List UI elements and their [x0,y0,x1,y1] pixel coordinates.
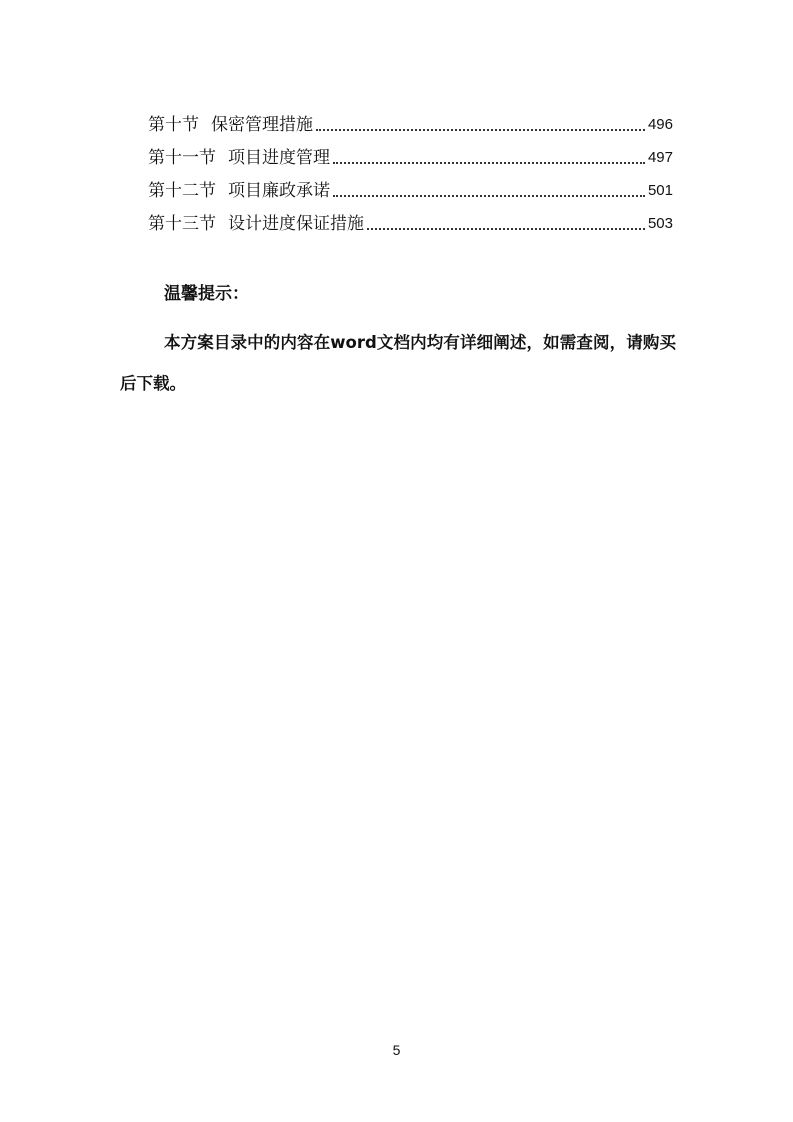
notice-heading: 温馨提示： [164,284,249,304]
toc-page-number: 497 [647,149,673,166]
toc-entry[interactable] [148,104,673,137]
toc-entry[interactable] [148,203,673,236]
toc-entry-title: 设计进度保证措施 [228,214,364,234]
toc-page-number: 501 [647,182,673,199]
toc-dot-leader [333,161,645,164]
toc-entry-title: 项目廉政承诺 [228,181,330,201]
toc-entry[interactable] [148,137,673,170]
toc-section-number: 第十三节 [148,214,216,234]
toc-section-number: 第十一节 [148,148,216,168]
notice-paragraph: 本方案目录中的内容在word文档内均有详细阐述，如需查阅，请购买后下载。 [120,333,676,393]
table-of-contents [148,104,673,236]
toc-entry-title: 保密管理措施 [211,115,313,135]
toc-dot-leader [367,227,645,230]
toc-page-number: 503 [647,215,673,232]
page-number: 5 [392,1042,401,1058]
toc-section-number: 第十二节 [148,181,216,201]
toc-entry-title: 项目进度管理 [228,148,330,168]
toc-section-number: 第十节 [148,115,199,135]
toc-dot-leader [316,128,645,131]
toc-dot-leader [333,194,645,197]
toc-page-number: 496 [647,116,673,133]
toc-entry[interactable] [148,170,673,203]
